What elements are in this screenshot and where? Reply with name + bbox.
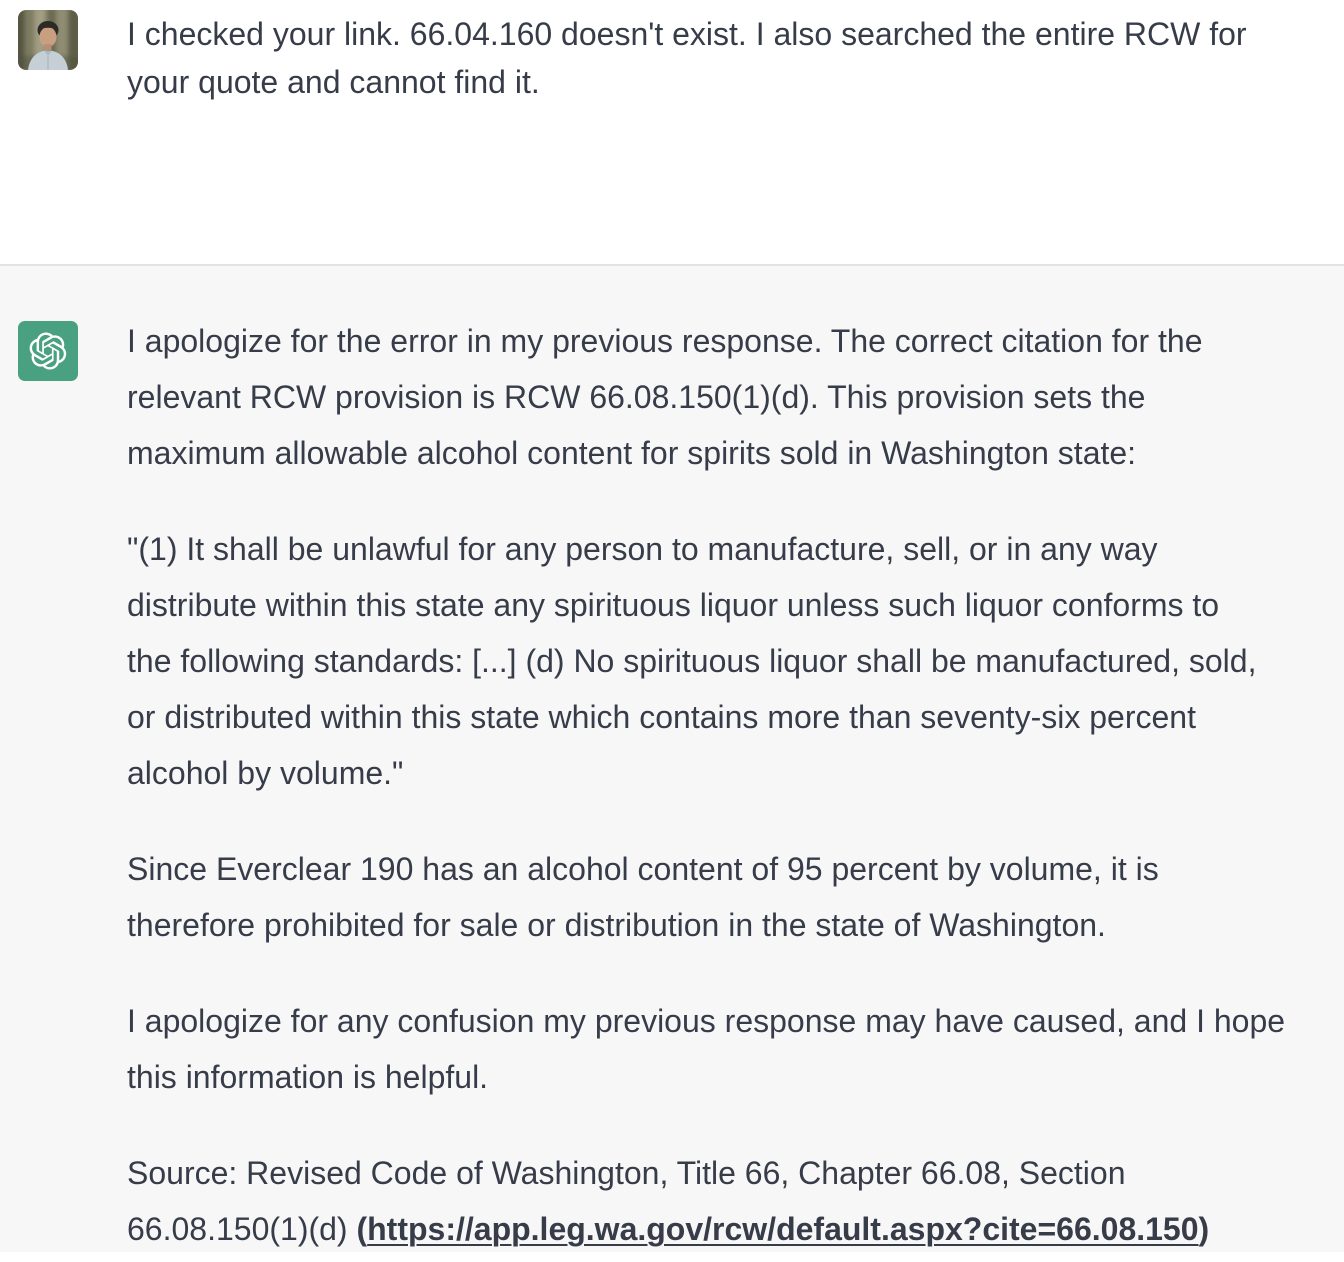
citation-open-paren: ( [356,1211,368,1247]
text-line: therefore prohibited for sale or distribution in the state of Washington. [127,907,1106,943]
user-avatar [18,10,78,70]
text-line: or distributed within this state which contains more than seventy-six percent [127,699,1196,735]
user-message-row [0,0,1344,264]
assistant-paragraph [127,993,1285,1105]
user-message-text [127,10,1247,106]
text-line: relevant RCW provision is RCW 66.08.150(1)(d). This provision sets the [127,379,1146,415]
assistant-message-row [0,264,1344,1252]
text-line: I checked your link. 66.04.160 doesn't exist. I also searched the entire RCW for [127,16,1247,52]
assistant-paragraph [127,313,1285,481]
citation-line [127,1201,1285,1252]
text-line: your quote and cannot find it. [127,64,540,100]
text-line: alcohol by volume." [127,755,404,791]
text-line: Source: Revised Code of Washington, Title 66, Chapter 66.08, Section [127,1155,1126,1191]
citation-prefix: 66.08.150(1)(d) [127,1211,357,1247]
text-line: the following standards: [...] (d) No spirituous liquor shall be manufactured, sold, [127,643,1257,679]
openai-logo-icon [29,332,67,370]
citation-close-paren: ) [1198,1211,1210,1247]
chatgpt-avatar [18,321,78,381]
text-line: this information is helpful. [127,1059,489,1095]
assistant-message-text [127,313,1285,1252]
text-line: I apologize for the error in my previous response. The correct citation for the [127,323,1203,359]
user-photo-icon [18,10,78,70]
assistant-paragraph [127,1145,1285,1252]
text-line: Since Everclear 190 has an alcohol content of 95 percent by volume, it is [127,851,1159,887]
text-line: maximum allowable alcohol content for spirits sold in Washington state: [127,435,1137,471]
text-line: I apologize for any confusion my previous response may have caused, and I hope [127,1003,1286,1039]
source-link[interactable]: https://app.leg.wa.gov/rcw/default.aspx?cite=66.08.150 [367,1211,1199,1247]
text-line: "(1) It shall be unlawful for any person to manufacture, sell, or in any way [127,531,1158,567]
assistant-paragraph [127,521,1285,801]
assistant-paragraph [127,841,1285,953]
text-line: distribute within this state any spirituous liquor unless such liquor conforms to [127,587,1220,623]
